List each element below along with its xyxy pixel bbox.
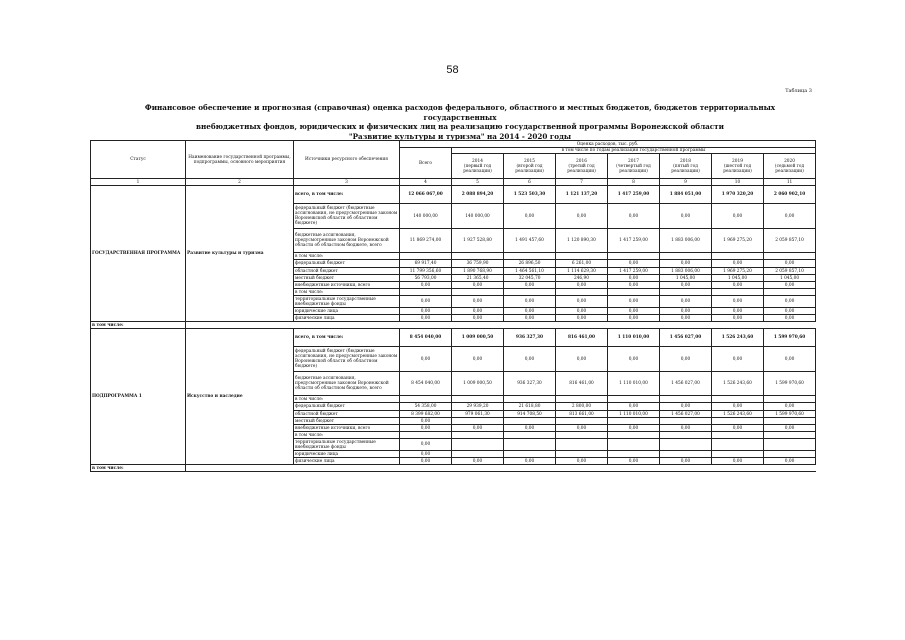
amount-cell <box>556 451 608 458</box>
header-status: Статус <box>91 141 186 179</box>
amount-cell <box>608 432 660 439</box>
header-year-value: 2018 <box>680 158 691 164</box>
amount-cell: 0,00 <box>556 458 608 465</box>
empty-cell <box>608 465 660 472</box>
amount-cell <box>452 396 504 403</box>
amount-cell: 0,00 <box>608 308 660 315</box>
amount-cell <box>400 396 452 403</box>
amount-cell <box>504 432 556 439</box>
header-year-2015 <box>504 154 556 179</box>
amount-cell <box>712 432 764 439</box>
column-index: 1 <box>91 179 186 186</box>
amount-cell <box>452 451 504 458</box>
amount-cell <box>556 396 608 403</box>
empty-cell <box>764 322 816 329</box>
amount-cell: 936 327,30 <box>504 329 556 347</box>
amount-cell: 1 464 561,10 <box>504 268 556 275</box>
amount-cell: 1 045,00 <box>764 275 816 282</box>
table-number: Таблица 3 <box>785 88 812 94</box>
amount-cell: 11 799 356,60 <box>400 268 452 275</box>
amount-cell <box>556 418 608 425</box>
header-name: Наименование государственной программы, подпрограммы, основного мероприятия <box>186 141 294 179</box>
amount-cell: 0,00 <box>452 315 504 322</box>
amount-cell: 2 088 894,20 <box>452 186 504 204</box>
header-year-value: 2014 <box>472 158 483 164</box>
in-that-number-row <box>91 322 816 329</box>
empty-cell <box>504 322 556 329</box>
header-year-2020 <box>764 154 816 179</box>
amount-cell: 0,00 <box>556 315 608 322</box>
amount-cell: 1 417 259,00 <box>608 268 660 275</box>
amount-cell: 0,00 <box>556 204 608 229</box>
header-estimate: Оценка расходов, тыс. руб. <box>400 141 816 148</box>
amount-cell: 1 110 010,00 <box>608 372 660 396</box>
amount-cell: 0,00 <box>504 458 556 465</box>
empty-cell <box>660 465 712 472</box>
title-line-2: внебюджетных фондов, юридических и физических лиц на реализацию государственной программы Воронежской области <box>196 122 724 131</box>
subprogram-name: Искусство и наследие <box>186 329 294 465</box>
amount-cell: 246,90 <box>556 275 608 282</box>
column-index: 7 <box>556 179 608 186</box>
funding-source: внебюджетные источники, всего <box>294 425 400 432</box>
amount-cell <box>712 396 764 403</box>
amount-cell: 1 884 051,00 <box>660 186 712 204</box>
funding-source: физические лица <box>294 315 400 322</box>
amount-cell: 0,00 <box>608 282 660 289</box>
amount-cell <box>660 432 712 439</box>
amount-cell: 1 121 137,20 <box>556 186 608 204</box>
funding-source: федеральный бюджет <box>294 403 400 411</box>
amount-cell: 0,00 <box>608 260 660 268</box>
amount-cell: 0,00 <box>608 458 660 465</box>
amount-cell <box>504 451 556 458</box>
empty-cell <box>400 322 452 329</box>
amount-cell: 0,00 <box>712 347 764 372</box>
amount-cell <box>608 418 660 425</box>
funding-source: областной бюджет <box>294 268 400 275</box>
amount-cell: 1 523 503,30 <box>504 186 556 204</box>
amount-cell: 26 896,50 <box>504 260 556 268</box>
funding-source: в том числе: <box>294 396 400 403</box>
empty-cell <box>186 322 294 329</box>
funding-source: внебюджетные источники, всего <box>294 282 400 289</box>
amount-cell: 6 261,00 <box>556 260 608 268</box>
funding-source: местный бюджет <box>294 275 400 282</box>
amount-cell: 11 869 274,00 <box>400 229 452 253</box>
table-row <box>91 186 816 204</box>
amount-cell: 1 599 970,60 <box>764 372 816 396</box>
header-total: Всего <box>400 148 452 179</box>
amount-cell <box>504 439 556 451</box>
amount-cell <box>712 451 764 458</box>
amount-cell: 0,00 <box>764 308 816 315</box>
empty-cell <box>452 322 504 329</box>
amount-cell: 0,00 <box>660 347 712 372</box>
amount-cell: 1 526 243,60 <box>712 329 764 347</box>
amount-cell <box>608 439 660 451</box>
header-year-label: (четвертый год реализации) <box>616 163 651 174</box>
header-source: Источники ресурсного обеспечения <box>294 141 400 179</box>
header-year-label: (пятый год реализации) <box>671 163 700 174</box>
header-year-value: 2020 <box>784 158 796 164</box>
funding-source: в том числе: <box>294 253 400 260</box>
amount-cell: 1 110 010,00 <box>608 411 660 418</box>
header-year-2016 <box>556 154 608 179</box>
amount-cell: 2 059 857,10 <box>764 268 816 275</box>
amount-cell: 0,00 <box>556 308 608 315</box>
amount-cell: 56 793,00 <box>400 275 452 282</box>
amount-cell <box>660 418 712 425</box>
header-year-2019 <box>712 154 764 179</box>
amount-cell <box>764 396 816 403</box>
amount-cell <box>660 439 712 451</box>
amount-cell: 0,00 <box>452 347 504 372</box>
amount-cell: 1 969 275,20 <box>712 229 764 253</box>
amount-cell: 0,00 <box>764 282 816 289</box>
amount-cell <box>400 253 452 260</box>
empty-cell <box>764 465 816 472</box>
funding-source: областной бюджет <box>294 411 400 418</box>
amount-cell: 813 661,00 <box>556 411 608 418</box>
amount-cell <box>712 289 764 296</box>
header-year-2014 <box>452 154 504 179</box>
amount-cell: 1 491 457,60 <box>504 229 556 253</box>
amount-cell: 1 009 000,50 <box>452 372 504 396</box>
amount-cell: 0,00 <box>660 296 712 308</box>
amount-cell <box>504 418 556 425</box>
header-by-years: в том числе по годам реализации государственной программы <box>452 148 816 154</box>
empty-cell <box>400 465 452 472</box>
amount-cell: 1 883 006,00 <box>660 229 712 253</box>
document-title <box>120 103 800 141</box>
amount-cell: 1 599 970,60 <box>764 411 816 418</box>
amount-cell: 0,00 <box>712 458 764 465</box>
header-year-value: 2019 <box>732 158 743 164</box>
amount-cell: 0,00 <box>712 260 764 268</box>
amount-cell <box>504 289 556 296</box>
amount-cell: 1 526 243,60 <box>712 372 764 396</box>
amount-cell: 0,00 <box>764 403 816 411</box>
amount-cell: 0,00 <box>764 260 816 268</box>
column-index: 9 <box>660 179 712 186</box>
funding-source: федеральный бюджет (бюджетные ассигнования, не предусмотренные законом Воронежской области об областном бюджете) <box>294 204 400 229</box>
amount-cell: 1 114 629,30 <box>556 268 608 275</box>
amount-cell: 1 045,00 <box>712 275 764 282</box>
amount-cell <box>608 396 660 403</box>
amount-cell: 0,00 <box>400 315 452 322</box>
amount-cell: 0,00 <box>452 458 504 465</box>
amount-cell: 0,00 <box>556 282 608 289</box>
amount-cell: 0,00 <box>400 282 452 289</box>
amount-cell: 54 358,00 <box>400 403 452 411</box>
amount-cell: 0,00 <box>712 315 764 322</box>
amount-cell: 2 059 857,10 <box>764 229 816 253</box>
empty-cell <box>660 322 712 329</box>
empty-cell <box>608 322 660 329</box>
amount-cell: 816 461,00 <box>556 372 608 396</box>
amount-cell: 21 618,80 <box>504 403 556 411</box>
column-index: 4 <box>400 179 452 186</box>
amount-cell: 0,00 <box>764 347 816 372</box>
finance-table <box>90 140 816 472</box>
amount-cell: 1 969 275,20 <box>712 268 764 275</box>
amount-cell: 0,00 <box>452 308 504 315</box>
amount-cell <box>556 289 608 296</box>
amount-cell <box>556 432 608 439</box>
amount-cell <box>452 253 504 260</box>
amount-cell: 2 800,00 <box>556 403 608 411</box>
amount-cell: 0,00 <box>608 275 660 282</box>
amount-cell: 140 000,00 <box>452 204 504 229</box>
amount-cell: 0,00 <box>400 439 452 451</box>
amount-cell: 0,00 <box>556 425 608 432</box>
amount-cell: 2 060 902,10 <box>764 186 816 204</box>
empty-cell <box>712 465 764 472</box>
amount-cell: 0,00 <box>660 425 712 432</box>
amount-cell: 0,00 <box>660 315 712 322</box>
amount-cell: 0,00 <box>400 458 452 465</box>
program-name: Развитие культуры и туризма <box>186 186 294 322</box>
amount-cell: 0,00 <box>764 425 816 432</box>
amount-cell: 0,00 <box>712 425 764 432</box>
in-that-number-label: в том числе: <box>91 322 186 329</box>
amount-cell: 0,00 <box>712 403 764 411</box>
column-index: 5 <box>452 179 504 186</box>
funding-source: юридические лица <box>294 451 400 458</box>
amount-cell: 0,00 <box>712 204 764 229</box>
funding-source: всего, в том числе: <box>294 186 400 204</box>
amount-cell <box>660 289 712 296</box>
amount-cell: 1 526 243,60 <box>712 411 764 418</box>
funding-source: территориальные государственные внебюджетные фонды <box>294 296 400 308</box>
subprogram-status: ПОДПРОГРАММА 1 <box>91 329 186 465</box>
amount-cell <box>660 396 712 403</box>
title-line-1: Финансовое обеспечение и прогнозная (справочная) оценка расходов федерального, областного и местных бюджетов, бюджетов территориальных государственных <box>144 103 776 122</box>
amount-cell <box>556 253 608 260</box>
in-that-number-label: в том числе: <box>91 465 186 472</box>
header-year-label: (третий год реализации) <box>567 163 596 174</box>
column-index: 6 <box>504 179 556 186</box>
amount-cell: 0,00 <box>608 296 660 308</box>
amount-cell: 140 000,00 <box>400 204 452 229</box>
amount-cell <box>452 418 504 425</box>
amount-cell <box>608 253 660 260</box>
amount-cell: 0,00 <box>400 296 452 308</box>
amount-cell: 979 061,30 <box>452 411 504 418</box>
title-line-3: "Развитие культуры и туризма" на 2014 - 2020 годы <box>348 131 572 141</box>
amount-cell <box>400 289 452 296</box>
amount-cell: 1 417 259,00 <box>608 186 660 204</box>
amount-cell <box>764 418 816 425</box>
amount-cell <box>452 289 504 296</box>
amount-cell: 0,00 <box>400 418 452 425</box>
amount-cell: 1 970 320,20 <box>712 186 764 204</box>
amount-cell: 1 883 006,00 <box>660 268 712 275</box>
empty-cell <box>294 322 400 329</box>
header-year-label: (первый год реализации) <box>463 163 492 174</box>
funding-source: всего, в том числе: <box>294 329 400 347</box>
amount-cell: 0,00 <box>764 204 816 229</box>
amount-cell <box>712 439 764 451</box>
header-year-2018 <box>660 154 712 179</box>
amount-cell: 21 365,40 <box>452 275 504 282</box>
amount-cell: 0,00 <box>608 403 660 411</box>
amount-cell: 0,00 <box>660 403 712 411</box>
amount-cell <box>764 451 816 458</box>
funding-source: бюджетные ассигнования, предусмотренные законом Воронежской области об областном бюджете, всего <box>294 372 400 396</box>
amount-cell: 1 599 970,60 <box>764 329 816 347</box>
amount-cell: 32 045,70 <box>504 275 556 282</box>
empty-cell <box>556 465 608 472</box>
amount-cell: 36 759,90 <box>452 260 504 268</box>
empty-cell <box>186 465 294 472</box>
amount-cell <box>608 451 660 458</box>
amount-cell: 0,00 <box>764 458 816 465</box>
amount-cell <box>764 289 816 296</box>
empty-cell <box>294 465 400 472</box>
header-year-label: (второй год реализации) <box>515 163 544 174</box>
amount-cell <box>764 253 816 260</box>
header-year-value: 2015 <box>524 158 535 164</box>
amount-cell: 0,00 <box>608 425 660 432</box>
amount-cell: 29 939,20 <box>452 403 504 411</box>
column-index: 8 <box>608 179 660 186</box>
header-year-label: (шестой год реализации) <box>723 163 752 174</box>
amount-cell <box>608 289 660 296</box>
amount-cell: 0,00 <box>504 425 556 432</box>
amount-cell: 0,00 <box>712 282 764 289</box>
amount-cell: 0,00 <box>504 282 556 289</box>
amount-cell: 0,00 <box>452 296 504 308</box>
amount-cell: 0,00 <box>556 296 608 308</box>
funding-source: в том числе: <box>294 289 400 296</box>
column-index: 10 <box>712 179 764 186</box>
funding-source: в том числе: <box>294 432 400 439</box>
amount-cell: 914 708,50 <box>504 411 556 418</box>
in-that-number-row <box>91 465 816 472</box>
amount-cell: 0,00 <box>608 315 660 322</box>
amount-cell <box>660 451 712 458</box>
funding-source: территориальные государственные внебюджетные фонды <box>294 439 400 451</box>
amount-cell: 1 456 027,00 <box>660 329 712 347</box>
amount-cell <box>712 418 764 425</box>
amount-cell: 0,00 <box>712 308 764 315</box>
table-row <box>91 329 816 347</box>
amount-cell: 0,00 <box>556 347 608 372</box>
amount-cell: 0,00 <box>764 315 816 322</box>
amount-cell: 0,00 <box>608 347 660 372</box>
amount-cell: 1 890 768,90 <box>452 268 504 275</box>
amount-cell: 1 456 027,00 <box>660 372 712 396</box>
header-year-2017 <box>608 154 660 179</box>
header-year-value: 2017 <box>628 158 639 164</box>
amount-cell: 8 454 040,00 <box>400 372 452 396</box>
amount-cell <box>504 396 556 403</box>
amount-cell: 0,00 <box>712 296 764 308</box>
amount-cell: 0,00 <box>660 458 712 465</box>
page-number: 58 <box>446 64 459 76</box>
amount-cell: 0,00 <box>660 308 712 315</box>
empty-cell <box>712 322 764 329</box>
amount-cell: 0,00 <box>400 451 452 458</box>
amount-cell: 936 327,30 <box>504 372 556 396</box>
amount-cell: 1 456 027,00 <box>660 411 712 418</box>
amount-cell: 0,00 <box>452 425 504 432</box>
amount-cell <box>504 253 556 260</box>
amount-cell <box>764 432 816 439</box>
column-index: 2 <box>186 179 294 186</box>
amount-cell: 0,00 <box>504 308 556 315</box>
amount-cell: 69 917,40 <box>400 260 452 268</box>
amount-cell: 0,00 <box>504 315 556 322</box>
empty-cell <box>504 465 556 472</box>
amount-cell: 0,00 <box>400 425 452 432</box>
amount-cell: 8 399 682,00 <box>400 411 452 418</box>
header-year-value: 2016 <box>576 158 587 164</box>
amount-cell: 1 927 528,80 <box>452 229 504 253</box>
funding-source: местный бюджет <box>294 418 400 425</box>
header-year-label: (седьмой год реализации) <box>774 163 805 174</box>
amount-cell: 0,00 <box>660 282 712 289</box>
amount-cell: 8 454 040,00 <box>400 329 452 347</box>
amount-cell: 816 461,00 <box>556 329 608 347</box>
funding-source: федеральный бюджет (бюджетные ассигнования, не предусмотренные законом Воронежской области об областном бюджете) <box>294 347 400 372</box>
amount-cell <box>452 432 504 439</box>
funding-source: юридические лица <box>294 308 400 315</box>
empty-cell <box>556 322 608 329</box>
column-index: 11 <box>764 179 816 186</box>
amount-cell: 1 045,00 <box>660 275 712 282</box>
amount-cell: 0,00 <box>608 204 660 229</box>
empty-cell <box>452 465 504 472</box>
amount-cell: 0,00 <box>660 260 712 268</box>
amount-cell <box>660 253 712 260</box>
funding-source: федеральный бюджет <box>294 260 400 268</box>
amount-cell <box>712 253 764 260</box>
amount-cell: 1 417 259,00 <box>608 229 660 253</box>
amount-cell <box>400 432 452 439</box>
amount-cell: 1 110 010,00 <box>608 329 660 347</box>
amount-cell: 0,00 <box>400 308 452 315</box>
amount-cell: 0,00 <box>452 282 504 289</box>
amount-cell: 0,00 <box>504 204 556 229</box>
amount-cell: 0,00 <box>504 296 556 308</box>
amount-cell: 1 009 000,50 <box>452 329 504 347</box>
amount-cell: 12 066 067,00 <box>400 186 452 204</box>
amount-cell <box>556 439 608 451</box>
amount-cell: 1 120 890,30 <box>556 229 608 253</box>
amount-cell: 0,00 <box>504 347 556 372</box>
funding-source: физические лица <box>294 458 400 465</box>
column-index: 3 <box>294 179 400 186</box>
amount-cell: 0,00 <box>764 296 816 308</box>
amount-cell: 0,00 <box>660 204 712 229</box>
amount-cell: 0,00 <box>400 347 452 372</box>
program-status: ГОСУДАРСТВЕННАЯ ПРОГРАММА <box>91 186 186 322</box>
funding-source: бюджетные ассигнования, предусмотренные законом Воронежской области об областном бюджете, всего <box>294 229 400 253</box>
amount-cell <box>764 439 816 451</box>
amount-cell <box>452 439 504 451</box>
